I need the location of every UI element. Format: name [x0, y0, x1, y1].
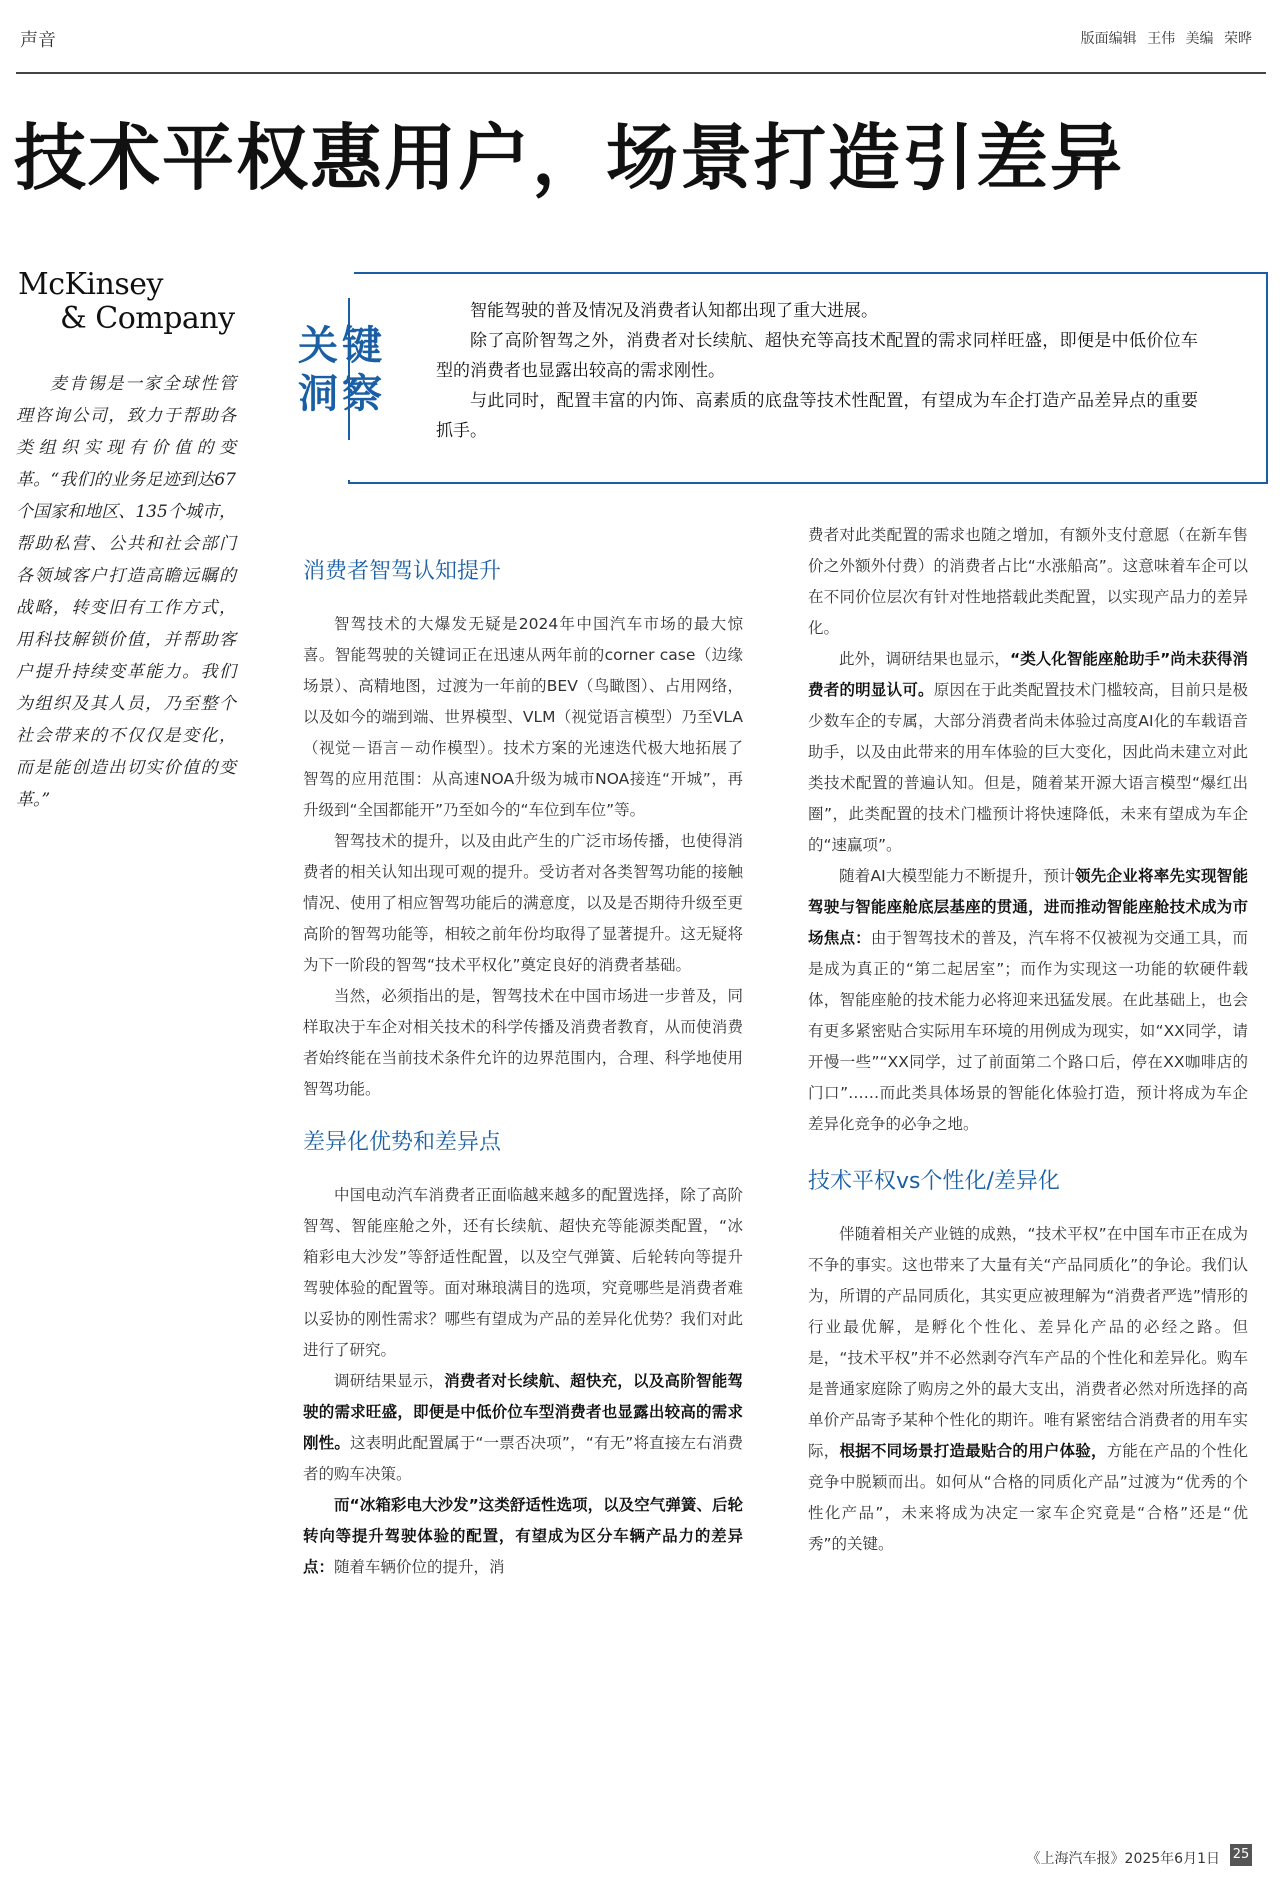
box-gap: [340, 268, 354, 298]
paragraph: [303, 1366, 743, 1490]
article-headline: 技术平权惠用户，场景打造引差异: [14, 116, 1125, 200]
section-heading-1: 消费者智驾认知提升: [303, 559, 502, 584]
paragraph: 智驾技术的提升，以及由此产生的广泛市场传播，也使得消费者的相关认知出现可观的提升。受访者对各类智驾功能的接触情况、使用了相应智驾功能后的满意度，以及是否期待升级至更高阶的智驾功能等，相较之前年份均取得了显著提升。这无疑将为下一阶段的智驾“技术平权化”奠定良好的消费者基础。: [303, 832, 743, 974]
key-insights-title: 关键洞察: [298, 323, 386, 417]
key-insight-1: 智能驾驶的普及情况及消费者认知都出现了重大进展。: [470, 301, 878, 321]
paragraph: 智驾技术的大爆发无疑是2024年中国汽车市场的最大惊喜。智能驾驶的关键词正在迅速从两年前的corner case（边缘场景）、高精地图，过渡为一年前的BEV（鸟瞰图）、占用网络，以及如今的端到端、世界模型、VLM（视觉语言模型）乃至VLA（视觉－语言－动作模型）。技术方案的光速迭代极大地拓展了智驾的应用范围：从高速NOA升级为城市NOA接连“开城”，再升级到“全国都能开”乃至如今的“车位到车位”等。: [303, 615, 743, 819]
right-column: [808, 520, 1248, 1560]
bold-text: 领先企业将率先实现智能驾驶与智能座舱底层基座的贯通，进而推动智能座舱技术成为市场焦点：: [808, 867, 1248, 947]
key-insight-2: 除了高阶智驾之外，消费者对长续航、超快充等高技术配置的需求同样旺盛，即便是中低价位车型的消费者也显露出较高的需求刚性。: [436, 331, 1198, 381]
text-run: 此外，调研结果也显示，: [839, 650, 1010, 668]
author-intro: 麦肯锡是一家全球性管理咨询公司，致力于帮助各类组织实现有价值的变革。“我们的业务足迹到达67个国家和地区、135个城市，帮助私营、公共和社会部门各领域客户打造高瞻远瞩的战略，转变旧有工作方式，用科技解锁价值，并帮助客户提升持续变革能力。我们为组织及其人员，乃至整个社会带来的不仅仅是变化，而是能创造出切实价值的变革。”: [16, 374, 236, 810]
header-divider: [16, 72, 1266, 74]
left-column: [303, 556, 743, 1583]
paragraph: 费者对此类配置的需求也随之增加，有额外支付意愿（在新车售价之外额外付费）的消费者占比“水涨船高”。这意味着车企可以在不同价位层次有针对性地搭载此类配置，以实现产品力的差异化。: [808, 526, 1248, 637]
paragraph: [808, 1219, 1248, 1560]
page-number: 25: [1230, 1844, 1252, 1866]
bold-text: 消费者对长续航、超快充，以及高阶智能驾驶的需求旺盛，即便是中低价位车型消费者也显露出较高的需求刚性。: [303, 1372, 743, 1452]
text-run: 这表明此配置属于“一票否决项”，“有无”将直接左右消费者的购车决策。: [303, 1434, 743, 1483]
logo-line-1: McKinsey: [18, 267, 163, 302]
key-insight-3: 与此同时，配置丰富的内饰、高素质的底盘等技术性配置，有望成为车企打造产品差异点的重要抓手。: [436, 391, 1198, 441]
editor-credits: 版面编辑 王伟 美编 荣晔: [1080, 31, 1252, 47]
section-heading-2: 差异化优势和差异点: [303, 1130, 502, 1155]
section-heading-3: 技术平权vs个性化/差异化: [808, 1169, 1060, 1194]
text-run: 方能在产品的个性化竞争中脱颖而出。如何从“合格的同质化产品”过渡为“优秀的个性化产品”，未来将成为决定一家车企究竟是“合格”还是“优秀”的关键。: [808, 1442, 1248, 1553]
box-gap: [340, 440, 354, 480]
paragraph: [808, 644, 1248, 861]
text-run: 随着车辆价位的提升，消: [334, 1558, 505, 1576]
key-insights-body: [436, 296, 1198, 446]
bold-text: 根据不同场景打造最贴合的用户体验，: [839, 1442, 1107, 1460]
bold-text: 而“冰箱彩电大沙发”这类舒适性选项，以及空气弹簧、后轮转向等提升驾驶体验的配置，有望成为区分车辆产品力的差异点：: [303, 1496, 743, 1576]
paragraph: [808, 861, 1248, 1140]
text-run: 由于智驾技术的普及，汽车将不仅被视为交通工具，而是成为真正的“第二起居室”；而作为实现这一功能的软硬件载体，智能座舱的技术能力必将迎来迅猛发展。在此基础上，也会有更多紧密贴合实际用车环境的用例成为现实，如“XX同学，请开慢一些”“XX同学，过了前面第二个路口后，停在XX咖啡店的门口”……而此类具体场景的智能化体验打造，预计将成为车企差异化竞争的必争之地。: [808, 929, 1248, 1133]
section-label: 声音: [20, 30, 56, 51]
logo-line-2: & Company: [60, 301, 235, 336]
publication-date: 《上海汽车报》2025年6月1日: [1026, 1851, 1220, 1867]
text-run: 调研结果显示，: [334, 1372, 445, 1390]
text-run: 随着AI大模型能力不断提升，预计: [839, 867, 1075, 885]
paragraph: 当然，必须指出的是，智驾技术在中国市场进一步普及，同样取决于车企对相关技术的科学传播及消费者教育，从而使消费者始终能在当前技术条件允许的边界范围内，合理、科学地使用智驾功能。: [303, 987, 743, 1098]
paragraph: [303, 1490, 743, 1583]
paragraph: 中国电动汽车消费者正面临越来越多的配置选择，除了高阶智驾、智能座舱之外，还有长续航、超快充等能源类配置，“冰箱彩电大沙发”等舒适性配置，以及空气弹簧、后轮转向等提升驾驶体验的配置等。面对琳琅满目的选项，究竟哪些是消费者难以妥协的刚性需求？哪些有望成为产品的差异化优势？我们对此进行了研究。: [303, 1186, 743, 1359]
text-run: 伴随着相关产业链的成熟，“技术平权”在中国车市正在成为不争的事实。这也带来了大量有关“产品同质化”的争论。我们认为，所谓的产品同质化，其实更应被理解为“消费者严选”情形的行业最优解，是孵化个性化、差异化产品的必经之路。但是，“技术平权”并不必然剥夺汽车产品的个性化和差异化。购车是普通家庭除了购房之外的最大支出，消费者必然对所选择的高单价产品寄予某种个性化的期许。唯有紧密结合消费者的用车实际，: [808, 1225, 1248, 1460]
mckinsey-logo: [18, 268, 238, 336]
text-run: 原因在于此类配置技术门槛较高，目前只是极少数车企的专属，大部分消费者尚未体验过高度AI化的车载语音助手，以及由此带来的用车体验的巨大变化，因此尚未建立对此类技术配置的普遍认知。但是，随着某开源大语言模型“爆红出圈”，此类配置的技术门槛预计将快速降低，未来有望成为车企的“速赢项”。: [808, 681, 1248, 854]
bold-text: “类人化智能座舱助手”尚未获得消费者的明显认可。: [808, 650, 1248, 699]
